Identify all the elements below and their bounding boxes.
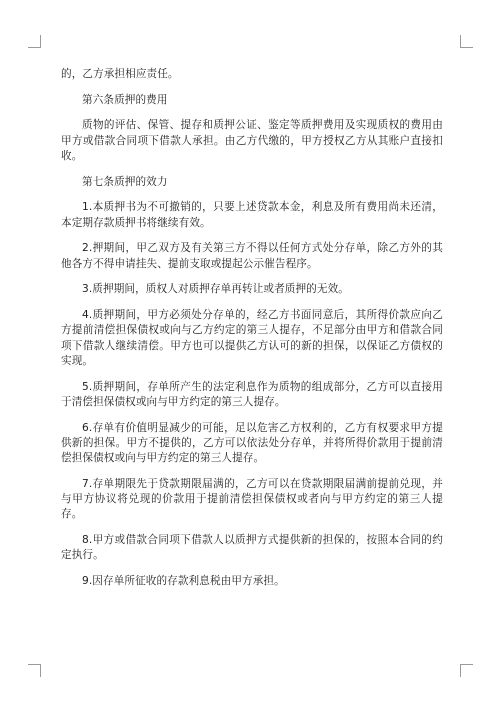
article-heading-fees: 第六条质押的费用 [82,93,168,106]
clause-7: 7.存单期限先于贷款期限届满的，乙方可以在贷款期限届满前提前兑现，并与甲方协议将兑现的价款用于提前清偿担保债权或者向与甲方约定的第三人提存。 [61,477,443,521]
clause-1: 1.本质押书为不可撤销的，只要上述贷款本金，利息及所有费用尚未还清，本定期存款质押书将继续有效。 [61,201,443,229]
clause-8: 8.甲方或借款合同项下借款人以质押方式提供新的担保的，按照本合同的约定执行。 [61,534,443,562]
clause-6: 6.存单有价值明显减少的可能，足以危害乙方权利的，乙方有权要求甲方提供新的担保。甲方不提供的，乙方可以依法处分存单，并将所得价款用于提前清偿担保债权或向与甲方约定的第三人提存。 [61,421,443,465]
clause-5: 5.质押期间，存单所产生的法定利息作为质物的组成部分，乙方可以直接用于清偿担保债权或向与甲方约定的第三人提存。 [61,380,443,408]
document-body [61,67,443,600]
clause-3: 3.质押期间，质权人对质押存单再转让或者质押的无效。 [82,283,349,296]
crop-mark-bottom-right [460,664,473,677]
clause-4: 4.质押期间，甲方必须处分存单的，经乙方书面同意后，其所得价款应向乙方提前清偿担保债权或向与乙方约定的第三人提存，不足部分由甲方和借款合同项下借款人继续清偿。甲方也可以提供乙方认可的新的担保，以保证乙方债权的实现。 [61,309,443,367]
crop-mark-top-left [28,35,41,48]
paragraph-continuation: 的，乙方承担相应责任。 [61,68,179,80]
clause-2: 2.押期间，甲乙双方及有关第三方不得以任何方式处分存单，除乙方外的其他各方不得申请挂失、提前支取或提起公示催告程序。 [61,242,443,270]
paragraph-fees: 质物的评估、保管、提存和质押公证、鉴定等质押费用及实现质权的费用由甲方或借款合同项下借款人承担。由乙方代缴的，甲方授权乙方从其账户直接扣收。 [61,119,443,162]
crop-mark-bottom-left [28,664,41,677]
crop-mark-top-right [460,35,473,48]
article-heading-effect: 第七条质押的效力 [82,175,168,188]
clause-9: 9.因存单所征收的存款利息税由甲方承担。 [82,575,285,588]
